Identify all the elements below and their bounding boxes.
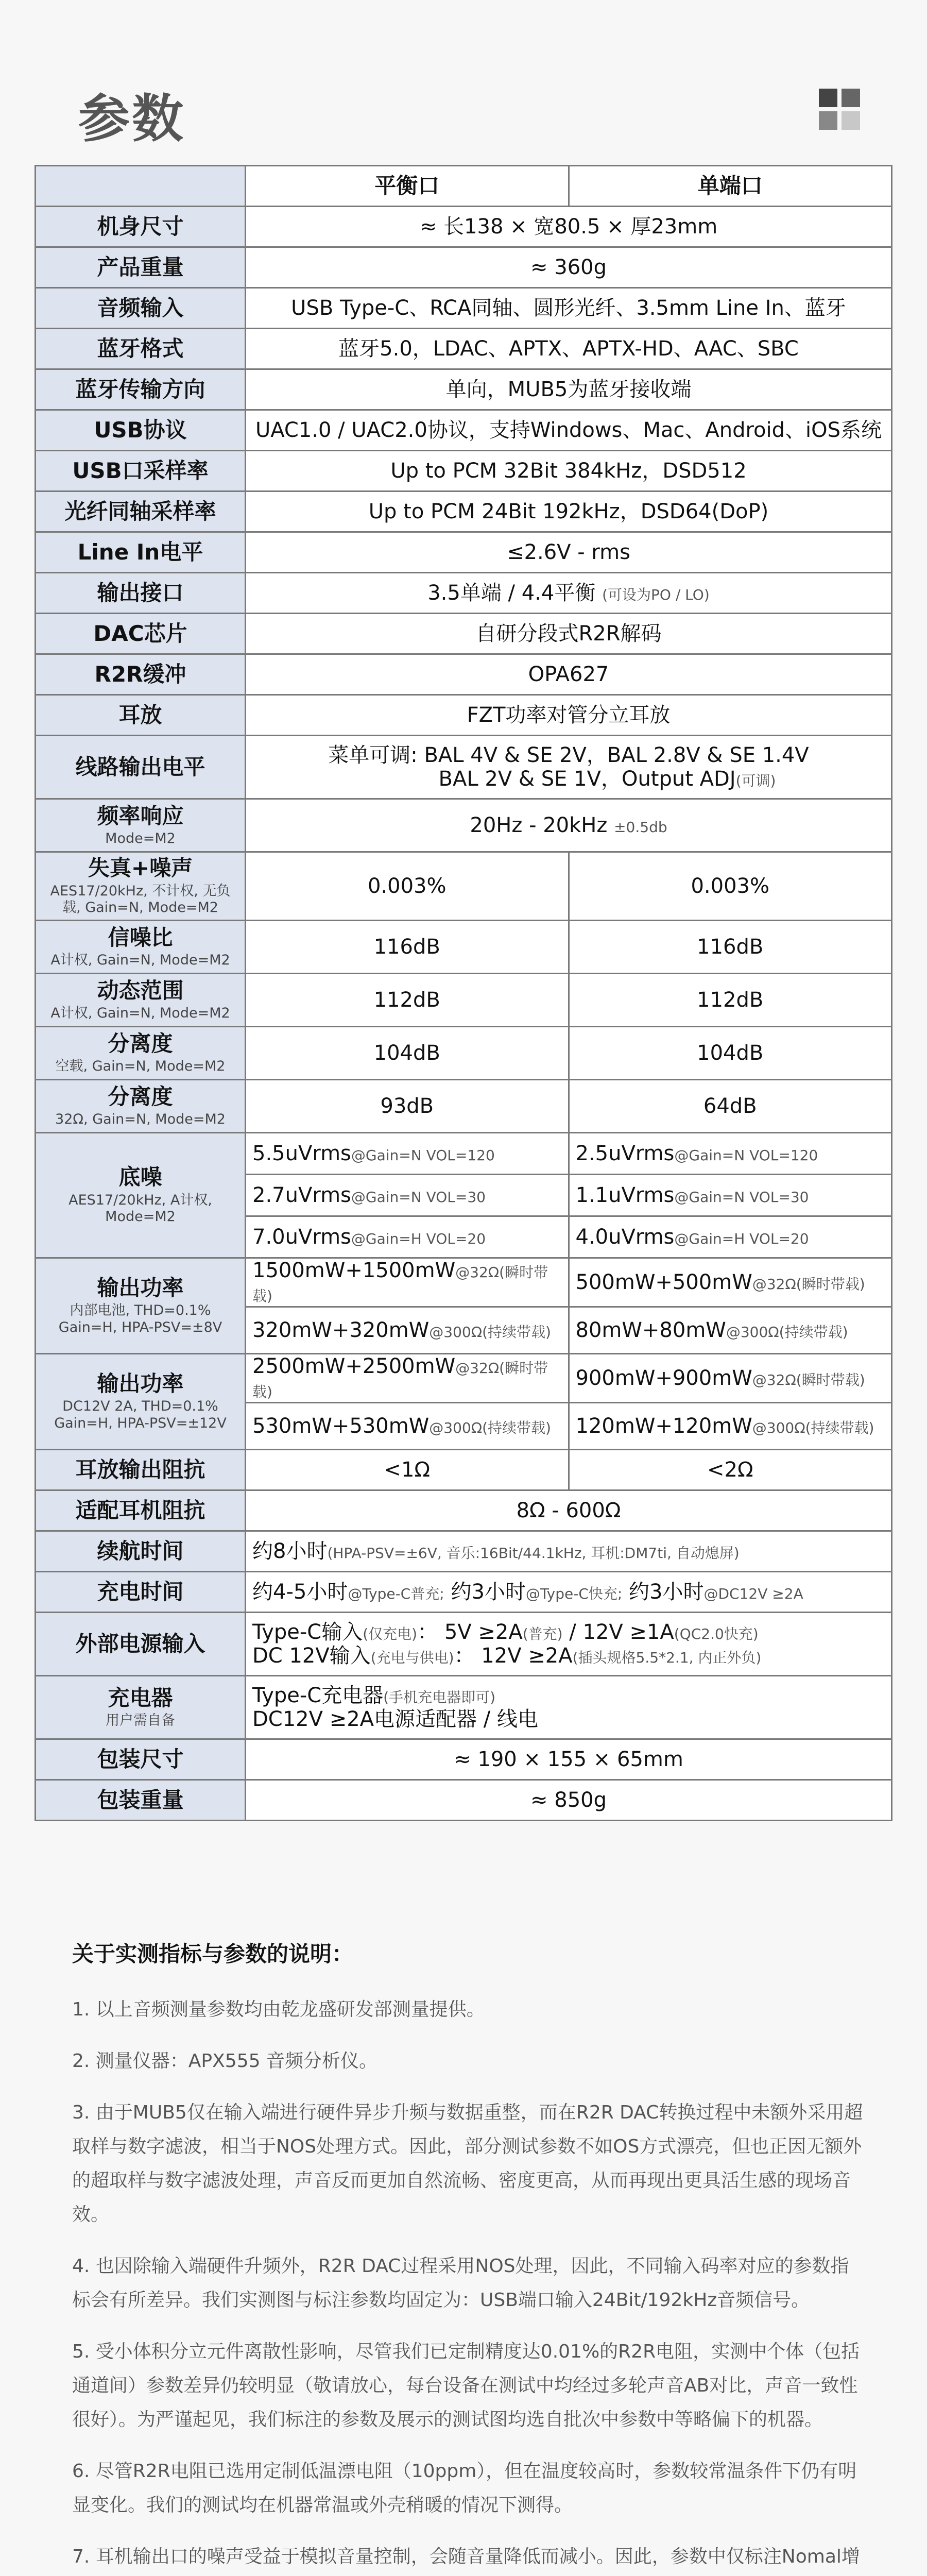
row-label [36,852,246,921]
value-note: @32Ω(瞬时带载) [752,1371,865,1388]
note-item: 3. 由于MUB5仅在输入端进行硬件异步升频与数据重整，而在R2R DAC转换过程中未额外采用超取样与数字滤波，相当于NOS处理方式。因此，部分测试参数不如OS方式漂亮，但也正因无额外的超取样与数字滤波处理，声音反而更加自然流畅、密度更高，从而再现出更具活生感的现场音效。 [72,2102,863,2225]
note-item: 5. 受小体积分立元件离散性影响，尽管我们已定制精度达0.01%的R2R电阻，实测中个体（包括通道间）参数差异仍较明显（敬请放心，每台设备在测试中均经过多轮声音AB对比，声音一致性很好）。为严谨起见，我们标注的参数及展示的测试图均选自批次中参数中等略偏下的机器。 [72,2341,860,2430]
row-label [36,921,246,974]
brand-logo-icon [819,89,860,130]
row-label-main: 频率响应 [97,803,184,828]
balanced-value: 93dB [246,1080,569,1133]
table-row [36,974,892,1027]
value-text: DC12V ≥2A电源适配器 / 线电 [252,1707,538,1731]
value-note: @Type-C普充; [348,1585,444,1602]
row-label: 续航时间 [36,1531,246,1572]
value-text: 2.7uVrms [252,1183,351,1207]
row-value: OPA627 [246,654,892,695]
table-row [36,410,892,451]
value-note: @300Ω(持续带载) [726,1324,848,1341]
single-ended-value: 112dB [569,974,892,1027]
row-value: ≈ 长138 × 宽80.5 × 厚23mm [246,207,892,247]
value-note: @300Ω(持续带载) [752,1419,874,1436]
row-label: 蓝牙格式 [36,329,246,369]
value-text: 约8小时 [252,1539,328,1563]
row-value: ≈ 190 × 155 × 65mm [246,1739,892,1780]
row-label: 包装尺寸 [36,1739,246,1780]
table-row [36,329,892,369]
value-text: 1.1uVrms [575,1183,675,1207]
row-label: USB协议 [36,410,246,451]
value-note: @32Ω(瞬时带载) [752,1276,865,1293]
value-note: @Gain=N VOL=120 [674,1147,818,1164]
value-line: 菜单可调: BAL 4V & SE 2V，BAL 2.8V & SE 1.4V [328,743,809,767]
table-row [36,451,892,492]
single-ended-value [569,1307,892,1354]
row-value [246,736,892,799]
table-row [36,736,892,799]
row-label-sub: A计权, Gain=N, Mode=M2 [50,952,230,968]
row-label: Line In电平 [36,532,246,573]
balanced-value: <1Ω [246,1450,569,1490]
row-value: 单向，MUB5为蓝牙接收端 [246,369,892,410]
value-note: @Gain=H VOL=20 [674,1230,809,1247]
row-label [36,1133,246,1258]
table-row [36,614,892,654]
value-text: 500mW+500mW [575,1270,752,1294]
table-row [36,1133,892,1175]
value-line: BAL 2V & SE 1V，Output ADJ [438,767,736,791]
row-label [36,1027,246,1080]
row-label: 音频输入 [36,288,246,329]
value-text: ： 12V ≥2A [454,1644,573,1668]
note-item: 6. 尽管R2R电阻已选用定制低温漂电阻（10ppm），但在温度较高时，参数较常温条件下仍有明显变化。我们的测试均在机器常温或外壳稍暖的情况下测得。 [72,2461,857,2516]
page-title: 参数 [78,89,185,149]
single-ended-value: <2Ω [569,1450,892,1490]
row-label [36,799,246,852]
single-ended-value [569,1216,892,1258]
row-label: 耳放 [36,695,246,736]
row-label-sub: Mode=M2 [105,830,176,846]
table-row [36,1780,892,1821]
row-value: Up to PCM 24Bit 192kHz，DSD64(DoP) [246,492,892,532]
row-label: R2R缓冲 [36,654,246,695]
row-value: UAC1.0 / UAC2.0协议，支持Windows、Mac、Android、iOS系统 [246,410,892,451]
balanced-value [246,1354,569,1403]
row-label-main: 动态范围 [97,977,184,1003]
value-text: Type-C充电器 [252,1684,384,1707]
row-label-main: 底噪 [118,1164,162,1190]
value-note: @Type-C快充; [525,1585,623,1602]
row-label: 适配耳机阻抗 [36,1490,246,1531]
notes-section [72,1937,865,2576]
table-row [36,1258,892,1307]
balanced-value: 112dB [246,974,569,1027]
value-text: 4.0uVrms [575,1225,675,1249]
value-note: (可调) [735,772,776,789]
row-label-main: 输出功率 [97,1275,184,1300]
row-label: 外部电源输入 [36,1613,246,1676]
balanced-value [246,1133,569,1175]
table-row [36,695,892,736]
row-value [246,799,892,852]
single-ended-value [569,1403,892,1450]
value-text: 2500mW+2500mW [252,1354,456,1378]
row-value [246,573,892,614]
table-row [36,799,892,852]
row-label-main: 输出功率 [97,1370,184,1396]
row-label-sub: 32Ω, Gain=N, Mode=M2 [55,1111,226,1127]
single-ended-value: 64dB [569,1080,892,1133]
table-row [36,207,892,247]
table-row [36,1450,892,1490]
value-text: 80mW+80mW [575,1318,726,1342]
value-note: @Gain=N VOL=30 [674,1189,809,1206]
row-label [36,1258,246,1354]
value-text: ： 5V ≥2A [417,1620,523,1644]
row-label [36,1676,246,1739]
value-note: @DC12V ≥2A [703,1585,803,1602]
col-header-single-ended: 单端口 [569,166,892,207]
header-blank [36,166,246,207]
row-label-main: 充电器 [108,1685,173,1710]
balanced-value [246,1216,569,1258]
row-label [36,974,246,1027]
single-ended-value: 0.003% [569,852,892,921]
table-row [36,1531,892,1572]
row-value: 8Ω - 600Ω [246,1490,892,1531]
col-header-balanced: 平衡口 [246,166,569,207]
row-label-sub: A计权, Gain=N, Mode=M2 [50,1005,230,1021]
row-value: ≈ 360g [246,247,892,288]
row-label: 机身尺寸 [36,207,246,247]
note-item: 1. 以上音频测量参数均由乾龙盛研发部测量提供。 [72,1999,485,2020]
row-label [36,1080,246,1133]
value-text: 约4-5小时 [252,1580,348,1604]
note-item: 7. 耳机输出口的噪声受益于模拟音量控制，会随音量降低而减小。因此，参数中仅标注Nomal增 [72,2546,860,2567]
row-label-main: 失真+噪声 [88,855,193,881]
row-value [246,1531,892,1572]
value-note: (插头规格5.5*2.1, 内正外负) [572,1649,762,1666]
single-ended-value: 104dB [569,1027,892,1080]
value-note: (QC2.0快充) [674,1625,759,1642]
row-label: 耳放输出阻抗 [36,1450,246,1490]
value-text: 约3小时 [451,1580,526,1604]
value-note: (仅充电) [363,1625,418,1642]
row-label-main: 分离度 [108,1083,173,1109]
table-row [36,288,892,329]
row-label: 充电时间 [36,1572,246,1613]
table-row [36,369,892,410]
row-label: 输出接口 [36,573,246,614]
single-ended-value [569,1175,892,1216]
spec-table [35,165,892,1821]
notes-title: 关于实测指标与参数的说明： [72,1941,354,1967]
value-note: @Gain=N VOL=30 [351,1189,486,1206]
table-row [36,921,892,974]
row-label [36,1354,246,1450]
table-row [36,1080,892,1133]
balanced-value [246,1175,569,1216]
note-item: 4. 也因除输入端硬件升频外，R2R DAC过程采用NOS处理，因此，不同输入码率对应的参数指标会有所差异。我们实测图与标注参数均固定为：USB端口输入24Bit/192kHz音频信号。 [72,2256,849,2311]
value-note: (普充) [522,1625,563,1642]
value-text: 530mW+530mW [252,1414,430,1438]
table-row [36,654,892,695]
row-label: USB口采样率 [36,451,246,492]
balanced-value: 116dB [246,921,569,974]
value-text: 约3小时 [629,1580,704,1604]
value-note: (HPA-PSV=±6V, 音乐:16Bit/44.1kHz, 耳机:DM7ti, 自动熄屏) [327,1545,740,1562]
table-row [36,492,892,532]
row-label-sub: 内部电池, THD=0.1% Gain=H, HPA-PSV=±8V [58,1302,222,1335]
row-label-sub: 用户需自备 [106,1712,175,1728]
value-note: (可设为PO / LO) [602,586,710,603]
value-text: 900mW+900mW [575,1366,752,1390]
value-note: @300Ω(持续带载) [429,1419,551,1436]
value-text: 5.5uVrms [252,1142,351,1165]
row-value: 蓝牙5.0，LDAC、APTX、APTX-HD、AAC、SBC [246,329,892,369]
table-row [36,1739,892,1780]
value-text: 20Hz - 20kHz [470,814,608,837]
single-ended-value: 116dB [569,921,892,974]
table-row [36,1676,892,1739]
balanced-value [246,1307,569,1354]
row-label-sub: AES17/20kHz, 不计权, 无负载, Gain=N, Mode=M2 [50,883,231,916]
row-value [246,1676,892,1739]
table-row [36,247,892,288]
balanced-value: 0.003% [246,852,569,921]
value-note: @Gain=N VOL=120 [351,1147,495,1164]
note-item: 2. 测量仪器：APX555 音频分析仪。 [72,2050,377,2072]
value-text: / 12V ≥1A [562,1620,674,1644]
value-text: 7.0uVrms [252,1225,351,1249]
value-note: @Gain=H VOL=20 [351,1230,486,1247]
table-row [36,532,892,573]
row-value: ≤2.6V - rms [246,532,892,573]
row-label-sub: AES17/20kHz, A计权, Mode=M2 [68,1192,212,1225]
value-note: @32Ω(瞬时带载) [252,1264,548,1304]
value-text: 2.5uVrms [575,1142,675,1165]
value-note: (充电与供电) [370,1649,454,1666]
row-value: FZT功率对管分立耳放 [246,695,892,736]
row-label: 产品重量 [36,247,246,288]
row-label: DAC芯片 [36,614,246,654]
value-text: 1500mW+1500mW [252,1259,456,1282]
table-row [36,852,892,921]
value-note: @300Ω(持续带载) [429,1324,551,1341]
row-label-sub: 空载, Gain=N, Mode=M2 [55,1058,226,1074]
value-note: (手机充电器即可) [383,1689,496,1706]
table-row [36,1613,892,1676]
row-label: 蓝牙传输方向 [36,369,246,410]
row-value: Up to PCM 32Bit 384kHz，DSD512 [246,451,892,492]
value-text: 3.5单端 / 4.4平衡 [427,581,596,605]
balanced-value [246,1403,569,1450]
value-note: ±0.5db [614,819,667,836]
table-row [36,1572,892,1613]
balanced-value: 104dB [246,1027,569,1080]
row-label-main: 信噪比 [108,924,173,950]
row-value: ≈ 850g [246,1780,892,1821]
single-ended-value [569,1354,892,1403]
row-value: USB Type-C、RCA同轴、圆形光纤、3.5mm Line In、蓝牙 [246,288,892,329]
row-label-main: 分离度 [108,1030,173,1056]
row-label: 光纤同轴采样率 [36,492,246,532]
value-text: 320mW+320mW [252,1318,430,1342]
balanced-value [246,1258,569,1307]
table-header-row [36,166,892,207]
value-text: DC 12V输入 [252,1644,371,1668]
table-row [36,1027,892,1080]
row-label: 线路输出电平 [36,736,246,799]
row-label-sub: DC12V 2A, THD=0.1% Gain=H, HPA-PSV=±12V [54,1398,227,1431]
single-ended-value [569,1258,892,1307]
value-text: 120mW+120mW [575,1414,752,1438]
row-value: 自研分段式R2R解码 [246,614,892,654]
table-row [36,1354,892,1403]
row-value [246,1572,892,1613]
row-label: 包装重量 [36,1780,246,1821]
single-ended-value [569,1133,892,1175]
value-note: @32Ω(瞬时带载) [252,1360,548,1400]
row-value [246,1613,892,1676]
table-row [36,1490,892,1531]
table-row [36,573,892,614]
value-text: Type-C输入 [252,1620,363,1644]
